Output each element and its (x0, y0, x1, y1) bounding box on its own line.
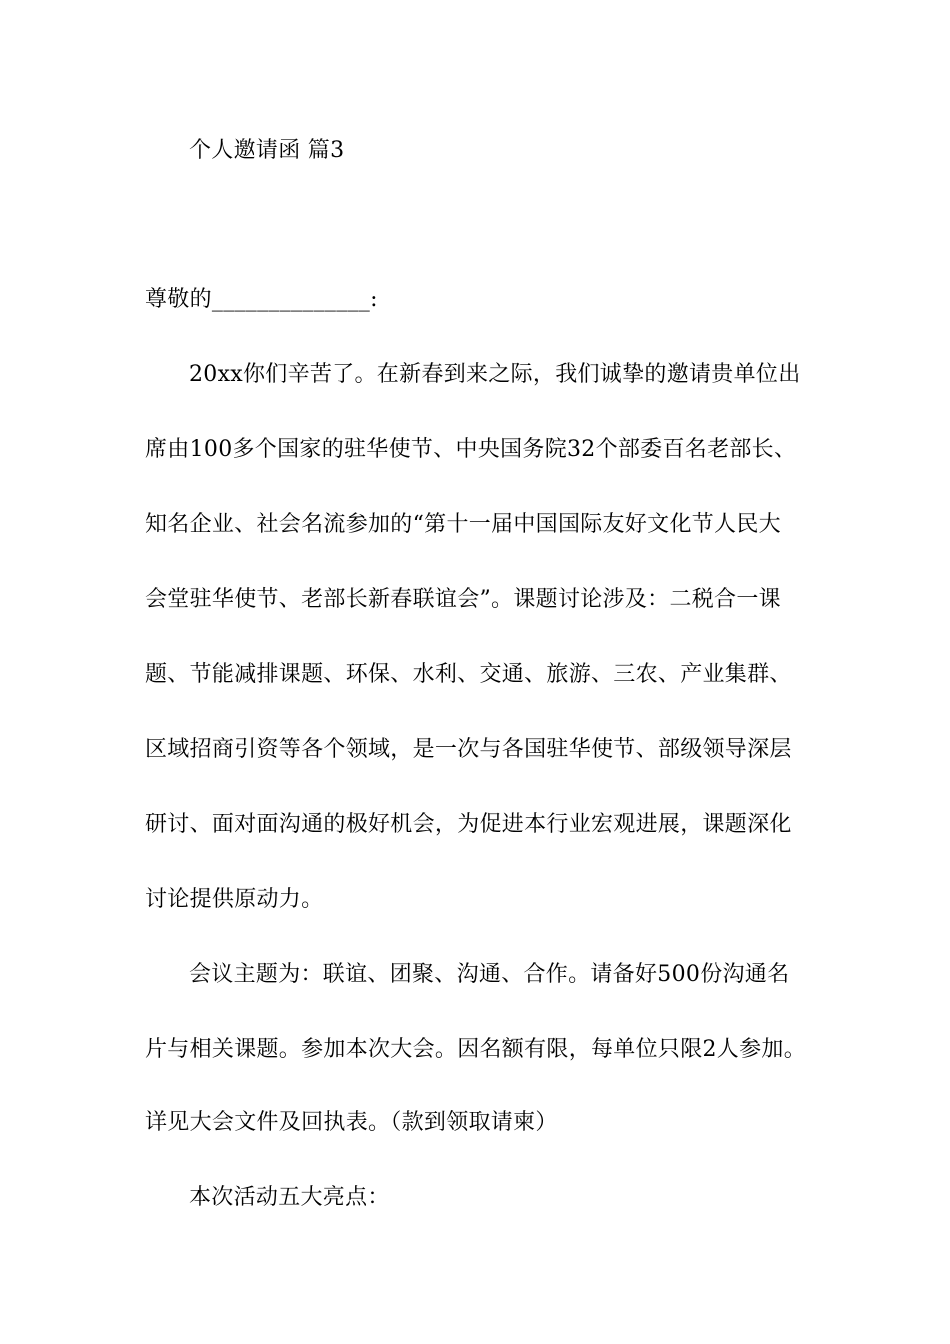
paragraph-line: 席由100多个国家的驻华使节、中央国务院32个部委百名老部长、 (145, 437, 797, 462)
paragraph-line: 知名企业、社会名流参加的“第十一届中国国际友好文化节人民大 (145, 512, 781, 537)
paragraph-line: 讨论提供原动力。 (145, 887, 324, 912)
paragraph-line: 会议主题为：联谊、团聚、沟通、合作。请备好500份沟通名 (189, 962, 790, 987)
paragraph-line: 20xx你们辛苦了。在新春到来之际，我们诚挚的邀请贵单位出 (189, 362, 801, 387)
paragraph-line: 详见大会文件及回执表。（款到领取请柬） (145, 1110, 558, 1135)
salutation: 尊敬的______________: (145, 287, 378, 312)
document-title: 个人邀请函 篇3 (189, 138, 345, 163)
paragraph-line: 区域招商引资等各个领域，是一次与各国驻华使节、部级领导深层 (145, 737, 792, 762)
paragraph-line: 题、节能减排课题、环保、水利、交通、旅游、三农、产业集群、 (145, 662, 792, 687)
paragraph-line: 会堂驻华使节、老部长新春联谊会”。课题讨论涉及：二税合一课 (145, 587, 781, 612)
paragraph-line: 片与相关课题。参加本次大会。因名额有限，每单位只限2人参加。 (145, 1037, 806, 1062)
paragraph-line: 本次活动五大亮点： (189, 1185, 390, 1210)
paragraph-line: 研讨、面对面沟通的极好机会，为促进本行业宏观进展，课题深化 (145, 812, 792, 837)
